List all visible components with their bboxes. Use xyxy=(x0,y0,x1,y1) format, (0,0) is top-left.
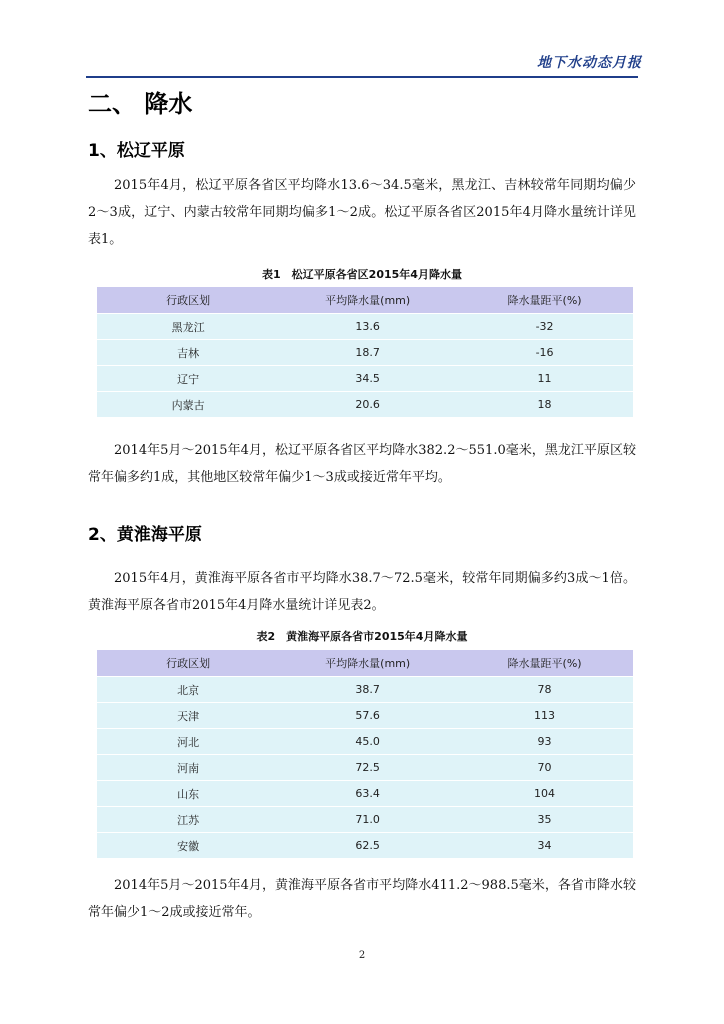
cell-region: 安徽 xyxy=(97,833,279,859)
huanghuaihai-paragraph-1: 2015年4月，黄淮海平原各省市平均降水38.7～72.5毫米，较常年同期偏多约3成～1倍。黄淮海平原各省市2015年4月降水量统计详见表2。 xyxy=(88,571,636,613)
cell-region: 山东 xyxy=(97,781,279,807)
cell-anomaly: 93 xyxy=(456,729,633,755)
cell-avg-precip: 20.6 xyxy=(279,392,456,418)
column-header-region: 行政区划 xyxy=(97,650,279,677)
cell-avg-precip: 13.6 xyxy=(279,314,456,340)
table-row xyxy=(97,366,633,392)
cell-anomaly: 78 xyxy=(456,677,633,703)
cell-region: 辽宁 xyxy=(97,366,279,392)
header-divider xyxy=(86,76,638,78)
huanghuaihai-paragraph-2: 2014年5月～2015年4月，黄淮海平原各省市平均降水411.2～988.5毫米，各省市降水较常年偏少1～2成或接近常年。 xyxy=(88,878,636,920)
column-header-anomaly: 降水量距平(%) xyxy=(456,650,633,677)
table-row xyxy=(97,729,633,755)
cell-region: 吉林 xyxy=(97,340,279,366)
cell-region: 天津 xyxy=(97,703,279,729)
songliao-precipitation-table xyxy=(97,287,633,417)
huanghuaihai-precipitation-table xyxy=(97,650,633,858)
subsection-title-songliao: 1、松辽平原 xyxy=(88,141,185,161)
cell-avg-precip: 18.7 xyxy=(279,340,456,366)
cell-anomaly: 104 xyxy=(456,781,633,807)
cell-avg-precip: 34.5 xyxy=(279,366,456,392)
table-row xyxy=(97,833,633,859)
page-number: 2 xyxy=(358,950,366,961)
table-header-row xyxy=(97,287,633,314)
cell-avg-precip: 38.7 xyxy=(279,677,456,703)
cell-anomaly: 70 xyxy=(456,755,633,781)
cell-avg-precip: 45.0 xyxy=(279,729,456,755)
songliao-paragraph-1: 2015年4月，松辽平原各省区平均降水13.6～34.5毫米，黑龙江、吉林较常年同期均偏少2～3成，辽宁、内蒙古较常年同期均偏多1～2成。松辽平原各省区2015年4月降水量统计详见表1。 xyxy=(88,178,636,247)
column-header-avg-precip: 平均降水量(mm) xyxy=(279,287,456,314)
column-header-region: 行政区划 xyxy=(97,287,279,314)
table-row xyxy=(97,703,633,729)
cell-region: 河南 xyxy=(97,755,279,781)
table1-caption: 表1 松辽平原各省区2015年4月降水量 xyxy=(262,268,462,281)
cell-anomaly: 113 xyxy=(456,703,633,729)
cell-anomaly: 35 xyxy=(456,807,633,833)
cell-region: 江苏 xyxy=(97,807,279,833)
table-row xyxy=(97,677,633,703)
table-row xyxy=(97,392,633,418)
cell-anomaly: 34 xyxy=(456,833,633,859)
cell-avg-precip: 71.0 xyxy=(279,807,456,833)
cell-avg-precip: 63.4 xyxy=(279,781,456,807)
section-title: 二、 降水 xyxy=(88,90,193,118)
table-row xyxy=(97,807,633,833)
cell-avg-precip: 57.6 xyxy=(279,703,456,729)
cell-anomaly: -32 xyxy=(456,314,633,340)
table-row xyxy=(97,755,633,781)
cell-anomaly: -16 xyxy=(456,340,633,366)
table-row xyxy=(97,314,633,340)
cell-avg-precip: 72.5 xyxy=(279,755,456,781)
table-row xyxy=(97,781,633,807)
subsection-title-huanghuaihai: 2、黄淮海平原 xyxy=(88,525,202,545)
cell-region: 北京 xyxy=(97,677,279,703)
table-row xyxy=(97,340,633,366)
cell-region: 内蒙古 xyxy=(97,392,279,418)
column-header-anomaly: 降水量距平(%) xyxy=(456,287,633,314)
cell-anomaly: 11 xyxy=(456,366,633,392)
cell-region: 河北 xyxy=(97,729,279,755)
songliao-paragraph-2: 2014年5月～2015年4月，松辽平原各省区平均降水382.2～551.0毫米，黑龙江平原区较常年偏多约1成，其他地区较常年偏少1～3成或接近常年平均。 xyxy=(88,443,636,485)
cell-region: 黑龙江 xyxy=(97,314,279,340)
report-header-title: 地下水动态月报 xyxy=(537,55,642,71)
cell-avg-precip: 62.5 xyxy=(279,833,456,859)
table2-caption: 表2 黄淮海平原各省市2015年4月降水量 xyxy=(256,630,468,643)
column-header-avg-precip: 平均降水量(mm) xyxy=(279,650,456,677)
table-header-row xyxy=(97,650,633,677)
cell-anomaly: 18 xyxy=(456,392,633,418)
